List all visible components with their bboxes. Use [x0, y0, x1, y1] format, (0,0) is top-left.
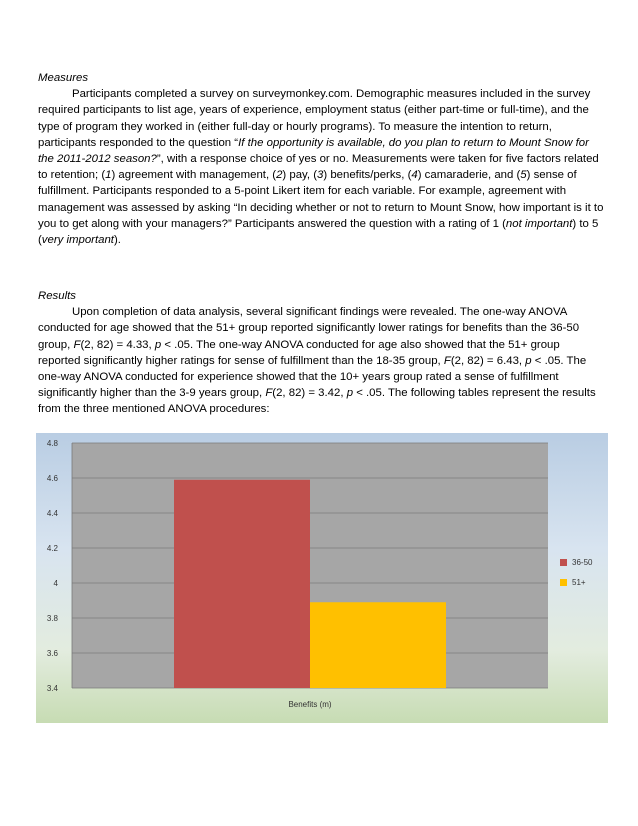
text-run: (2, 82) = 6.43, — [450, 354, 526, 367]
stat-symbol: F — [443, 354, 451, 367]
y-tick-label: 3.4 — [46, 684, 58, 693]
stat-symbol: p — [525, 354, 532, 367]
y-tick-label: 3.8 — [46, 614, 58, 623]
text-run: < .05. The one-way ANOVA conducted for experience showed that the 10+ years group rated a sense of fulfillment significantly higher than the 3-9 years group, — [38, 354, 587, 400]
results-section — [38, 288, 604, 418]
text-run: < .05. The following tables represent the results from the three mentioned ANOVA procedures: — [38, 387, 596, 416]
y-tick-label: 3.6 — [46, 649, 58, 658]
text-run: < .05. The one-way ANOVA conducted for age also showed that the 51+ group reported significantly higher ratings for sense of fulfillment than the 18-35 group, — [38, 338, 560, 367]
factor-number: 4 — [411, 169, 418, 182]
results-paragraph — [38, 304, 604, 417]
text-run: ”, with a response choice of yes or no. Measurements were taken for five factors related to retention; ( — [38, 153, 599, 182]
text-run: ) pay, ( — [282, 169, 318, 182]
text-run: ). — [113, 234, 121, 247]
factor-number: 2 — [276, 169, 283, 182]
measures-heading: Measures — [38, 72, 89, 84]
text-run: ) to 5 ( — [38, 217, 599, 247]
text-run: (2, 82) = 3.42, — [272, 387, 347, 400]
measures-paragraph — [38, 86, 604, 248]
y-tick-label: 4 — [53, 579, 58, 588]
legend-swatch — [560, 579, 567, 586]
y-tick-label: 4.6 — [46, 474, 58, 483]
text-run: ) sense of fulfillment. Participants responded to a 5-point Likert item for each variable. For example, agreement with management was assessed by asking “In deciding whether or not to return to Mount Snow, how important is it to you to get along with your managers?” Participants answered the question with a rating of 1 ( — [38, 169, 604, 230]
text-run: ) camaraderie, and ( — [417, 169, 521, 182]
y-tick-label: 4.8 — [46, 439, 58, 448]
legend-label: 51+ — [572, 578, 586, 587]
results-heading: Results — [38, 290, 76, 302]
bar-51 — [310, 602, 446, 688]
x-axis-label: Benefits (m) — [288, 700, 332, 709]
scale-low-label: not important — [505, 217, 573, 230]
text-run: ) agreement with management, ( — [111, 169, 277, 182]
legend-label: 36-50 — [572, 558, 593, 567]
stat-symbol: F — [73, 338, 81, 351]
text-run: (2, 82) = 4.33, — [80, 338, 155, 351]
bar-3650 — [174, 480, 310, 688]
text-run: Upon completion of data analysis, several significant findings were revealed. The one-way ANOVA conducted for age showed that the 51+ group reported significantly lower ratings for benefits than the 36-50 group, — [38, 306, 580, 351]
survey-question: If the opportunity is available, do you plan to return to Mount Snow for the 2011-2012 season? — [38, 136, 589, 166]
factor-number: 1 — [105, 169, 112, 182]
stat-symbol: p — [346, 387, 354, 400]
chart-svg — [36, 433, 608, 723]
text-run: ) benefits/perks, ( — [323, 169, 412, 182]
bar-chart — [36, 433, 608, 723]
stat-symbol: F — [265, 387, 273, 400]
stat-symbol: p — [154, 338, 162, 351]
y-tick-label: 4.4 — [46, 509, 58, 518]
scale-high-label: very important — [41, 234, 114, 247]
y-tick-label: 4.2 — [46, 544, 58, 553]
factor-number: 5 — [520, 169, 527, 182]
factor-number: 3 — [317, 169, 324, 182]
legend-swatch — [560, 559, 567, 566]
text-run: Participants completed a survey on surveymonkey.com. Demographic measures included in the survey required participants to list age, years of experience, employment status (either part-time or full-time), and the type of program they worked in (either full-day or hourly programs). To measure the intention to return, participants responded to the question “ — [38, 88, 591, 149]
measures-section — [38, 70, 604, 248]
